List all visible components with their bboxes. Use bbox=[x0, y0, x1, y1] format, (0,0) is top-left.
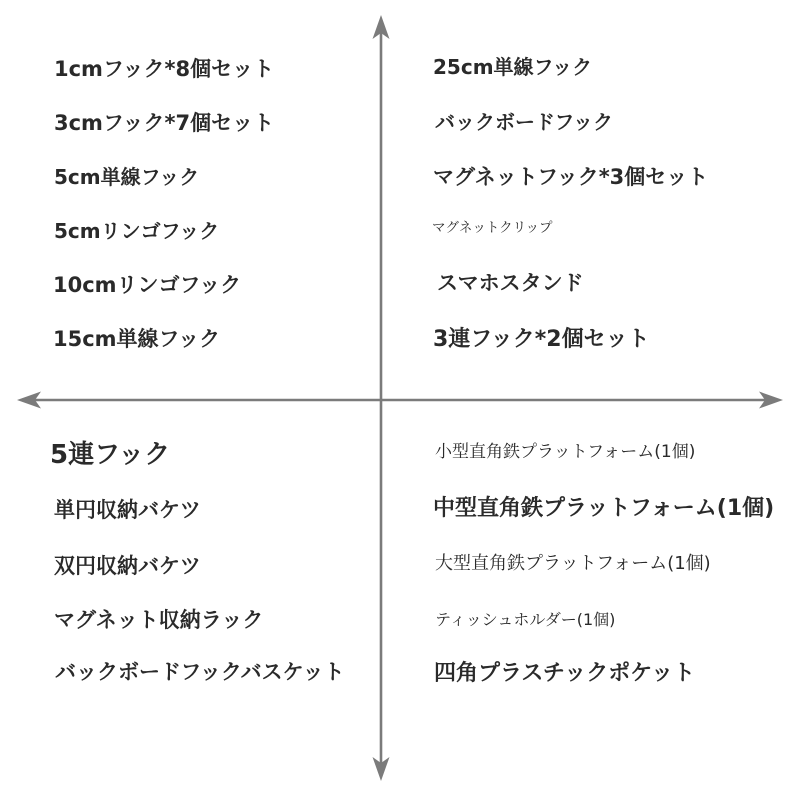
product-label: 5連フック bbox=[50, 440, 171, 470]
product-label: 単円収納バケツ bbox=[54, 498, 201, 522]
product-label: ティッシュホルダー(1個) bbox=[435, 610, 616, 629]
product-label: スマホスタンド bbox=[437, 271, 584, 295]
product-label: バックボードフックバスケット bbox=[55, 660, 345, 684]
product-label: 中型直角鉄プラットフォーム(1個) bbox=[433, 496, 775, 521]
product-label: 1cmフック*8個セット bbox=[54, 57, 275, 81]
product-label: 5cm単線フック bbox=[54, 165, 200, 189]
product-label: 15cm単線フック bbox=[53, 327, 221, 351]
product-label: 大型直角鉄プラットフォーム(1個) bbox=[435, 553, 711, 574]
product-label: 3連フック*2個セット bbox=[433, 327, 650, 352]
product-label: 5cmリンゴフック bbox=[54, 219, 220, 243]
product-label: マグネット収納ラック bbox=[54, 608, 264, 632]
product-label: 双円収納バケツ bbox=[54, 554, 201, 578]
product-label: 10cmリンゴフック bbox=[53, 273, 242, 297]
product-label: 3cmフック*7個セット bbox=[54, 111, 275, 135]
product-label: マグネットクリップ bbox=[432, 220, 553, 236]
product-label: 四角プラスチックポケット bbox=[434, 661, 696, 686]
product-label: バックボードフック bbox=[435, 110, 613, 134]
product-label: 25cm単線フック bbox=[433, 55, 593, 79]
product-label: 小型直角鉄プラットフォーム(1個) bbox=[435, 442, 696, 462]
product-label: マグネットフック*3個セット bbox=[433, 165, 709, 189]
